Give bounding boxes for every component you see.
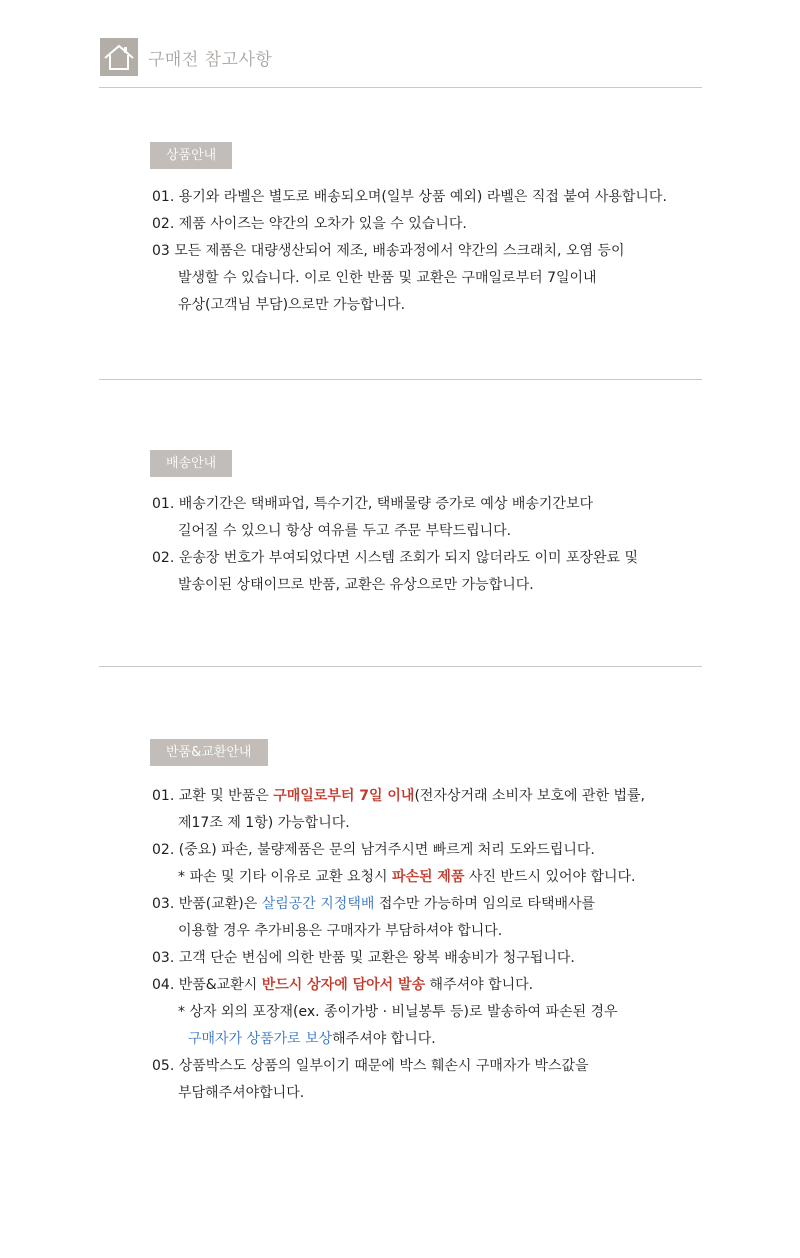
list-item <box>152 972 645 999</box>
highlight-red: 파손된 제품 <box>391 869 465 885</box>
list-item <box>152 1026 645 1053</box>
text: 03. 반품(교환)은 <box>152 896 262 912</box>
text: 접수만 가능하며 임의로 타택배사를 <box>374 896 596 912</box>
text: 04. 반품&교환시 <box>152 977 262 993</box>
text: 01. 교환 및 반품은 <box>152 788 274 804</box>
text: 해주셔야 합니다. <box>332 1031 436 1047</box>
product-info-list <box>152 184 667 319</box>
list-item: 02. 제품 사이즈는 약간의 오차가 있을 수 있습니다. <box>152 216 467 232</box>
list-item: 01. 용기와 라벨은 별도로 배송되오며(일부 상품 예외) 라벨은 직접 붙여 사용합니다. <box>152 189 667 205</box>
list-item: 이용할 경우 추가비용은 구매자가 부담하셔야 합니다. <box>178 923 503 939</box>
list-item: 03. 고객 단순 변심에 의한 반품 및 교환은 왕복 배송비가 청구됩니다. <box>152 950 575 966</box>
text: 해주셔야 합니다. <box>425 977 534 993</box>
list-item: 부담해주셔야합니다. <box>178 1085 305 1101</box>
list-item <box>152 891 645 918</box>
page-header <box>100 37 272 77</box>
divider <box>99 666 702 667</box>
divider <box>99 87 702 88</box>
list-item: 발송이된 상태이므로 반품, 교환은 유상으로만 가능합니다. <box>178 577 534 593</box>
page-title: 구매전 참고사항 <box>148 49 273 70</box>
list-item: * 상자 외의 포장재(ex. 종이가방 · 비닐봉투 등)로 발송하여 파손된 경우 <box>178 1004 618 1020</box>
section-badge-shipping: 배송안내 <box>150 450 232 477</box>
section-badge-returns: 반품&교환안내 <box>150 739 268 766</box>
highlight-blue: 구매자가 상품가로 보상 <box>188 1031 333 1047</box>
list-item: 제17조 제 1항) 가능합니다. <box>178 815 350 831</box>
highlight-red: 반드시 상자에 담아서 발송 <box>261 977 426 993</box>
returns-info-list <box>152 783 645 1107</box>
list-item: 02. (중요) 파손, 불량제품은 문의 남겨주시면 빠르게 처리 도와드립니다. <box>152 842 595 858</box>
highlight-red: 구매일로부터 7일 이내 <box>273 788 415 804</box>
list-item: 03 모든 제품은 대량생산되어 제조, 배송과정에서 약간의 스크래치, 오염 등이 <box>152 243 625 259</box>
text: (전자상거래 소비자 보호에 관한 법률, <box>414 788 646 804</box>
list-item: 발생할 수 있습니다. 이로 인한 반품 및 교환은 구매일로부터 7일이내 <box>178 270 597 286</box>
list-item: 01. 배송기간은 택배파업, 특수기간, 택배물량 증가로 예상 배송기간보다 <box>152 496 593 512</box>
text: 사진 반드시 있어야 합니다. <box>464 869 636 885</box>
section-badge-product: 상품안내 <box>150 142 232 169</box>
list-item: 02. 운송장 번호가 부여되었다면 시스템 조회가 되지 않더라도 이미 포장완료 및 <box>152 550 639 566</box>
shipping-info-list <box>152 491 638 599</box>
text: * 파손 및 기타 이유로 교환 요청시 <box>178 869 392 885</box>
highlight-blue: 살림공간 지정택배 <box>261 896 375 912</box>
list-item: 유상(고객님 부담)으로만 가능합니다. <box>178 297 406 313</box>
list-item <box>152 783 645 810</box>
house-icon <box>100 38 138 76</box>
list-item: 길어질 수 있으니 항상 여유를 두고 주문 부탁드립니다. <box>178 523 512 539</box>
list-item <box>152 864 645 891</box>
list-item: 05. 상품박스도 상품의 일부이기 때문에 박스 훼손시 구매자가 박스값을 <box>152 1058 589 1074</box>
divider <box>99 379 702 380</box>
